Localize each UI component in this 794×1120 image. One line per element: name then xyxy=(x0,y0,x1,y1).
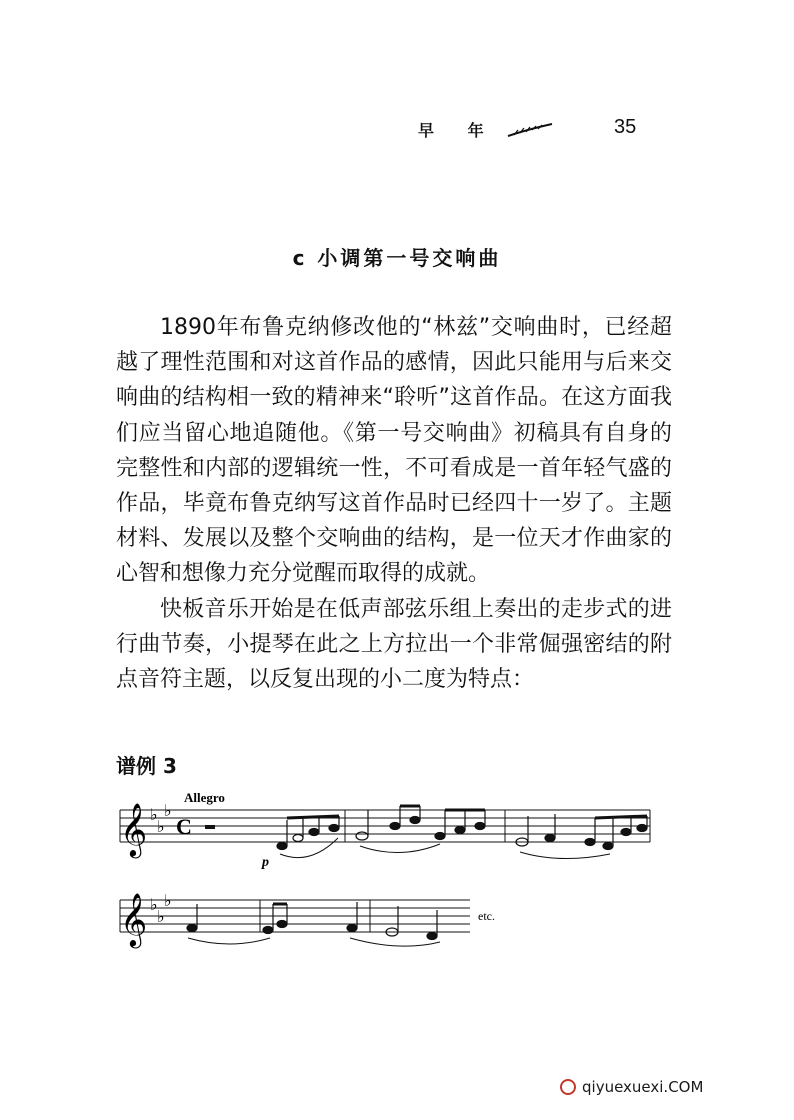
tempo-marking: Allegro xyxy=(184,790,225,805)
rest xyxy=(205,825,215,829)
time-signature: C xyxy=(176,814,192,839)
header-title: 早 年 xyxy=(418,121,498,140)
music-score xyxy=(110,780,670,980)
feather-ornament-icon xyxy=(506,122,554,138)
page-number: 35 xyxy=(614,116,637,138)
treble-clef-icon: 𝄞 xyxy=(120,804,148,855)
running-header xyxy=(418,118,554,141)
logo-icon xyxy=(560,1079,576,1095)
flat-sign: ♭ xyxy=(157,819,165,836)
flat-sign: ♭ xyxy=(164,893,172,910)
flat-sign: ♭ xyxy=(164,803,172,820)
staff-system-2 xyxy=(120,900,470,932)
paragraph: 1890年布鲁克纳修改他的“林兹”交响曲时，已经超越了理性范围和对这首作品的感情，因此只能用与后来交响曲的结构相一致的精神来“聆听”这首作品。在这方面我们应当留心地追随他。《第一号交响曲》初稿具有自身的完整性和内部的逻辑统一性，不可看成是一首年轻气盛的作品，毕竟布鲁克纳写这首作品时已经四十一岁了。主题材料、发展以及整个交响曲的结构，是一位天才作曲家的心智和想像力充分觉醒而取得的成就。 xyxy=(116,315,672,587)
treble-clef-icon: 𝄞 xyxy=(120,894,148,945)
watermark-text: qiyuexuexi.COM xyxy=(582,1078,704,1096)
body-text xyxy=(116,310,672,697)
slurs-system-2 xyxy=(188,938,440,946)
section-title: c 小调第一号交响曲 xyxy=(292,246,502,270)
music-example-label: 谱例 3 xyxy=(116,754,177,778)
staff-system-1 xyxy=(120,810,650,842)
dynamic-marking: p xyxy=(262,855,269,870)
slurs-system-1 xyxy=(280,838,610,859)
etc-marking: etc. xyxy=(478,909,495,923)
flat-sign: ♭ xyxy=(150,897,158,914)
paragraph: 快板音乐开始是在低声部弦乐组上奏出的走步式的进行曲节奏，小提琴在此之上方拉出一个非常倔强密结的附点音符主题，以反复出现的小二度为特点： xyxy=(116,596,672,693)
flat-sign: ♭ xyxy=(157,909,165,926)
watermark xyxy=(560,1078,780,1096)
flat-sign: ♭ xyxy=(150,807,158,824)
